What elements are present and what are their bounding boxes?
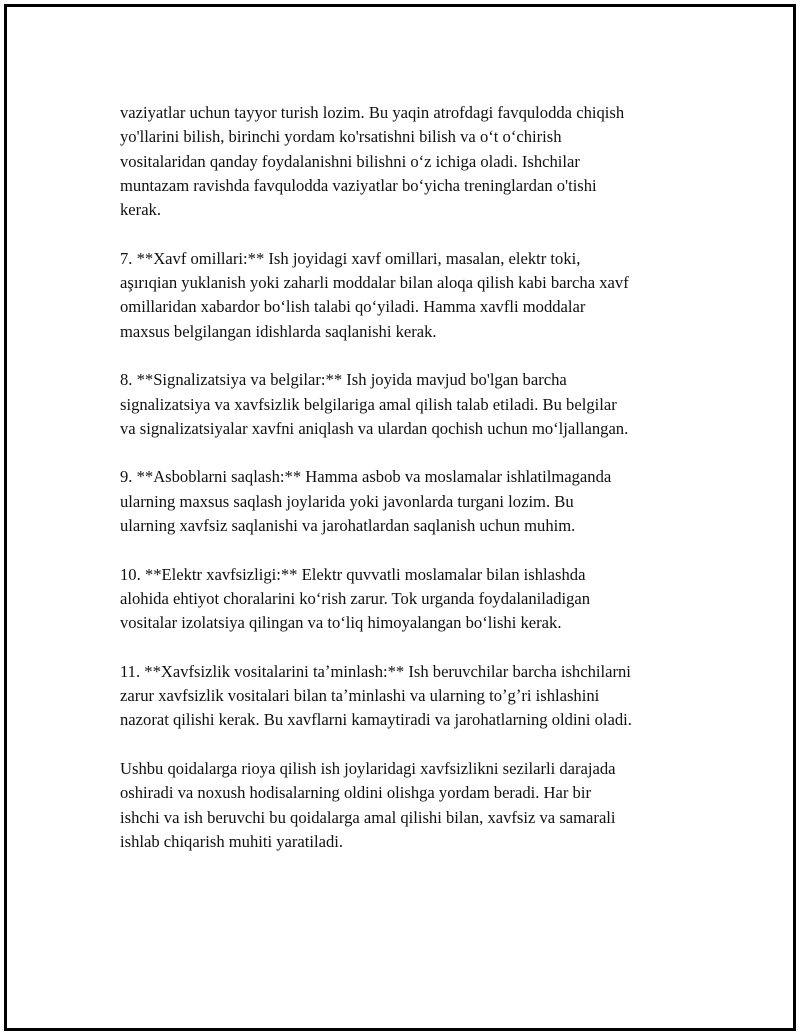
paragraph-tool-storage <box>120 465 720 538</box>
text-line: ishchi va ish beruvchi bu qoidalarga amal qilishi bilan, xavfsiz va samarali <box>120 807 616 827</box>
text-line: kerak. <box>120 200 161 220</box>
text-line: vositalaridan qanday foydalanishni bilishni oʻz ichiga oladi. Ishchilar <box>120 151 580 171</box>
text-line: ularning maxsus saqlash joylarida yoki javonlarda turgani lozim. Bu <box>120 491 574 511</box>
text-line: va signalizatsiyalar xavfni aniqlash va ulardan qochish uchun moʻljallangan. <box>120 418 629 438</box>
paragraph-electrical-safety <box>120 563 720 636</box>
paragraph-signage <box>120 368 720 441</box>
text-line: nazorat qilishi kerak. Bu xavflarni kamaytiradi va jarohatlarning oldini oladi. <box>120 710 632 730</box>
text-line: alohida ehtiyot choralarini koʻrish zarur. Tok urganda foydalaniladigan <box>120 588 591 608</box>
text-line: oshiradi va noxush hodisalarning oldini olishga yordam beradi. Har bir <box>120 783 591 803</box>
text-line: aşırıqian yuklanish yoki zaharli moddalar bilan aloqa qilish kabi barcha xavf <box>120 273 629 293</box>
text-line: ishlab chiqarish muhiti yaratiladi. <box>120 831 344 851</box>
paragraph-safety-equipment <box>120 660 720 733</box>
text-line: vositalar izolatsiya qilingan va toʻliq himoyalangan boʻlishi kerak. <box>120 613 562 633</box>
text-line: 8. **Signalizatsiya va belgilar:** Ish joyida mavjud bo'lgan barcha <box>120 370 567 390</box>
text-line: 9. **Asboblarni saqlash:** Hamma asbob va moslamalar ishlatilmaganda <box>120 467 612 487</box>
text-line: signalizatsiya va xavfsizlik belgilariga amal qilish talab etiladi. Bu belgilar <box>120 394 617 414</box>
text-line: vaziyatlar uchun tayyor turish lozim. Bu yaqin atrofdagi favqulodda chiqish <box>120 103 625 122</box>
paragraph-hazard-factors <box>120 247 720 344</box>
text-line: omillaridan xabardor boʻlish talabi qoʻyiladi. Hamma xavfli moddalar <box>120 297 586 317</box>
paragraph-conclusion <box>120 757 720 854</box>
text-line: maxsus belgilangan idishlarda saqlanishi kerak. <box>120 321 437 341</box>
text-line: ularning xavfsiz saqlanishi va jarohatlardan saqlanish uchun muhim. <box>120 516 576 536</box>
text-line: Ushbu qoidalarga rioya qilish ish joylaridagi xavfsizlikni sezilarli darajada <box>120 759 616 779</box>
text-line: 7. **Xavf omillari:** Ish joyidagi xavf omillari, masalan, elektr toki, <box>120 248 581 268</box>
text-line: yo'llarini bilish, birinchi yordam ko'rsatishni bilish va oʻt oʻchirish <box>120 127 562 147</box>
text-line: 11. **Xavfsizlik vositalarini taʼminlash:** Ish beruvchilar barcha ishchilarni <box>120 661 631 681</box>
page-frame <box>4 4 796 1031</box>
text-line: zarur xavfsizlik vositalari bilan taʼminlashi va ularning toʼgʼri ishlashini <box>120 686 600 706</box>
paragraph-emergency-readiness <box>120 101 720 222</box>
document-body <box>120 101 720 879</box>
text-line: muntazam ravishda favqulodda vaziyatlar boʻyicha treninglardan o'tishi <box>120 175 597 195</box>
text-line: 10. **Elektr xavfsizligi:** Elektr quvvatli moslamalar bilan ishlashda <box>120 564 586 584</box>
